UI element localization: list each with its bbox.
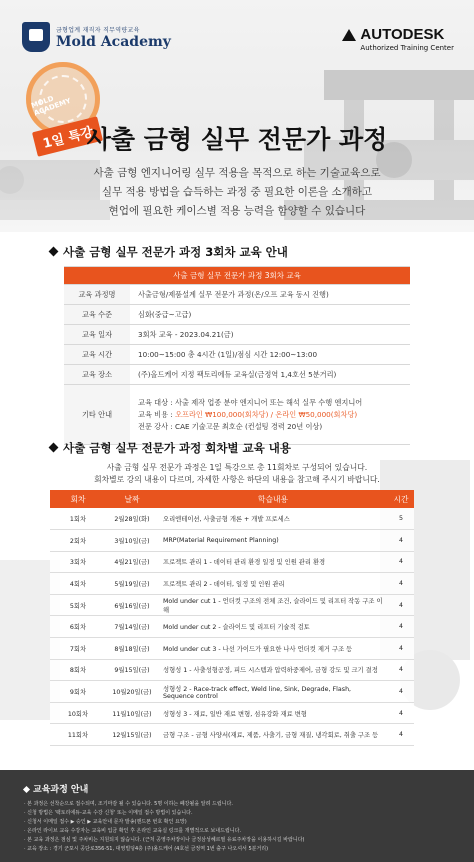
cell-d: 5월19일(금): [106, 573, 158, 595]
cell-s: 3회차: [50, 551, 106, 573]
cell-h: 5: [388, 508, 414, 530]
table-row: [50, 702, 414, 724]
list-item: · 본 과정은 선착순으로 접수되며, 조기마감 될 수 있습니다. 5명 이하는 폐강될을 알려 드립니다.: [24, 801, 233, 807]
col-date: 날짜: [106, 490, 158, 508]
list-item: · 신청서 이메일 접수 ▶ 승인 ▶ 교육안내 문자 발송(핸드폰 번호 확인 요망): [24, 819, 187, 825]
curriculum-table: [50, 490, 414, 746]
cell-c: Mold under cut 2 - 슬라이드 및 리프터 기술적 검토: [158, 616, 388, 638]
list-item: · 본 교육 과정은 점심 및 주차비는 지원되지 않습니다. (근처 공영주차장이나 금정삼성혜르필 유료주차장을 이용하시길 바랍니다): [24, 837, 305, 843]
cell-s: 8회차: [50, 659, 106, 681]
cell-d: 11월10일(금): [106, 702, 158, 724]
table-row: [50, 681, 414, 703]
info-row: 교육 시간 10:00~15:00 총 4시간 (1일)/점심 시간 12:00~13:00: [64, 345, 410, 365]
cell-s: 10회차: [50, 702, 106, 724]
col-content: 학습내용: [158, 490, 388, 508]
info-table-head: 사출 금형 실무 전문가 과정 3회차 교육: [64, 267, 410, 285]
cell-h: 4: [388, 724, 414, 746]
hero-banner: [0, 0, 474, 232]
autodesk-subtitle: Authorized Training Center: [360, 44, 454, 52]
cell-s: 2회차: [50, 530, 106, 552]
section-title-curriculum: 사출 금형 실무 전문가 과정 회차별 교육 내용: [50, 440, 291, 456]
cell-s: 5회차: [50, 594, 106, 616]
table-row: [50, 724, 414, 746]
table-row: [50, 659, 414, 681]
curriculum-description: 사출 금형 실무 전문가 과정은 1일 특강으로 총 11회차로 구성되어 있습니다. 회차별로 강의 내용이 다르며, 자세한 사항은 하단의 내용을 참고해 주시기 바랍니다.: [94, 463, 380, 484]
etc-target: 교육 대상 : 사출 제작 업종 분야 엔지니어 또는 해석 실무 수행 엔지니어: [138, 397, 363, 407]
cell-s: 7회차: [50, 638, 106, 660]
cell-s: 9회차: [50, 681, 106, 703]
cell-c: Mold under cut 3 - 나선 가이드가 필요한 나사 언더컷 제거 구조 등: [158, 638, 388, 660]
cell-d: 9월15일(금): [106, 659, 158, 681]
info-row: 교육 장소 (주)올드케어 지정 팩토리에듀 교육실(금정역 1,4호선 5분거리): [64, 365, 410, 385]
list-item: · 신청 방법은 '팩토리에듀-교육 수강 신청' 또는 이메일 접수 방법이 있습니다.: [24, 810, 193, 816]
cell-h: 4: [388, 659, 414, 681]
section-title-info: 사출 금형 실무 전문가 과정 3회차 교육 안내: [50, 244, 288, 260]
cell-h: 4: [388, 573, 414, 595]
cell-c: 프로젝트 관리 1 - 데이터 관리 환경 일정 및 인원 관리 환경: [158, 551, 388, 573]
course-info-table: [64, 266, 410, 445]
autodesk-logo[interactable]: [342, 26, 454, 52]
list-item: · 교육 장소 : 경기 군포시 공단로356-51, 대영빌딩4층 (주)올드케어 (4호선 금정역 1번 출구 나오셔서 5분거리): [24, 846, 269, 852]
cell-c: 성형성 2 - Race-track effect, Weld line, Sink, Degrade, Flash, Sequence control: [158, 681, 388, 703]
academy-subtitle: 금형업계 재직자 직무역량교육: [56, 26, 140, 34]
cell-c: MRP(Material Requirement Planning): [158, 530, 388, 552]
cell-s: 6회차: [50, 616, 106, 638]
col-hours: 시간: [388, 490, 414, 508]
notice-panel: [0, 770, 474, 862]
special-lecture-tag: 1일 특강: [32, 116, 103, 157]
etc-instructor: 전문 강사 : CAE 기술고문 최호순 (컨설팅 경력 20년 이상): [138, 421, 323, 431]
info-row: 교육 일자 3회차 교육 - 2023.04.21(금): [64, 325, 410, 345]
cell-c: Mold under cut 1 - 언더컷 구조의 전체 조건, 슬라이드 및 리프터 작동 구조 이해: [158, 594, 388, 616]
intro-description: 사출 금형 엔지니어링 실무 적용을 목적으로 하는 기술교육으로 실무 적용 방법을 습득하는 과정 중 필요한 이론을 소개하고 현업에 필요한 케이스별 적용 능력을 함양할 수 있습니다: [93, 167, 381, 217]
cell-d: 7월14일(금): [106, 616, 158, 638]
cell-d: 6월16일(금): [106, 594, 158, 616]
stamp-text: MOLD ACADEMY: [30, 94, 72, 118]
cell-h: 4: [388, 638, 414, 660]
cell-h: 4: [388, 551, 414, 573]
cell-c: 성형성 3 - 재료, 일반 재료 변형, 섬유강화 재료 변형: [158, 702, 388, 724]
cell-s: 11회차: [50, 724, 106, 746]
cell-d: 8월18일(금): [106, 638, 158, 660]
mold-academy-logo[interactable]: [22, 22, 171, 52]
table-row: [50, 594, 414, 616]
cell-d: 10월20일(금): [106, 681, 158, 703]
cell-h: 4: [388, 681, 414, 703]
cell-c: 프로젝트 관리 2 - 데이터, 일정 및 인원 관리: [158, 573, 388, 595]
table-row: [50, 508, 414, 530]
diamond-icon: [23, 786, 30, 793]
cell-c: 금형 구조 - 금형 사양서(재료, 제품, 사출기, 금형 재질, 냉각회로, 취출 구조 등: [158, 724, 388, 746]
academy-name: Mold Academy: [56, 33, 171, 50]
info-row-etc: 기타 안내 교육 대상 : 사출 제작 업종 분야 엔지니어 또는 해석 실무 수행 엔지니어 교육 비용 : 오프라인 ₩100,000(회차당) / 온라인 ₩50,000(회차당) 전문 강사 : CAE 기술고문 최호순 (컨설팅 경력 20년 이상): [64, 385, 410, 445]
cell-h: 4: [388, 594, 414, 616]
cell-d: 2월28일(화): [106, 508, 158, 530]
cell-c: 성형성 1 - 사출성형공정, 피드 시스템과 압력하중제어, 금형 강도 및 크기 결정: [158, 659, 388, 681]
cell-h: 4: [388, 530, 414, 552]
table-row: [50, 638, 414, 660]
list-item: · 온라인 라이브 교육 수강자는 교육비 입금 확인 후 온라인 교육실 링크를 개별적으로 보내드립니다.: [24, 828, 242, 834]
diamond-icon: [49, 247, 59, 257]
autodesk-icon: [342, 29, 356, 41]
notice-list: [24, 800, 305, 854]
autodesk-name: AUTODESK: [360, 26, 445, 43]
cell-d: 4월21일(금): [106, 551, 158, 573]
academy-badge-icon: [22, 22, 50, 52]
cell-s: 4회차: [50, 573, 106, 595]
etc-cost: 교육 비용 : 오프라인 ₩100,000(회차당) / 온라인 ₩50,000(회차당): [138, 409, 358, 419]
cell-c: 오리엔테이션, 사출금형 개론 + 개발 프로세스: [158, 508, 388, 530]
diamond-icon: [49, 443, 59, 453]
cell-d: 12월15일(금): [106, 724, 158, 746]
cell-h: 4: [388, 702, 414, 724]
table-row: [50, 551, 414, 573]
notice-title: 교육과정 안내: [24, 782, 88, 795]
info-row: 교육 과정명 사출금형/제품설계 실무 전문가 과정(온/오프 교육 동시 진행): [64, 285, 410, 305]
cell-h: 4: [388, 616, 414, 638]
page-title: 사출 금형 실무 전문가 과정: [86, 125, 388, 154]
cell-s: 1회차: [50, 508, 106, 530]
info-row: 교육 수준 심화(중급~고급): [64, 305, 410, 325]
table-row: [50, 530, 414, 552]
table-row: [50, 573, 414, 595]
cell-d: 3월10일(금): [106, 530, 158, 552]
table-row: [50, 616, 414, 638]
col-session: 회차: [50, 490, 106, 508]
